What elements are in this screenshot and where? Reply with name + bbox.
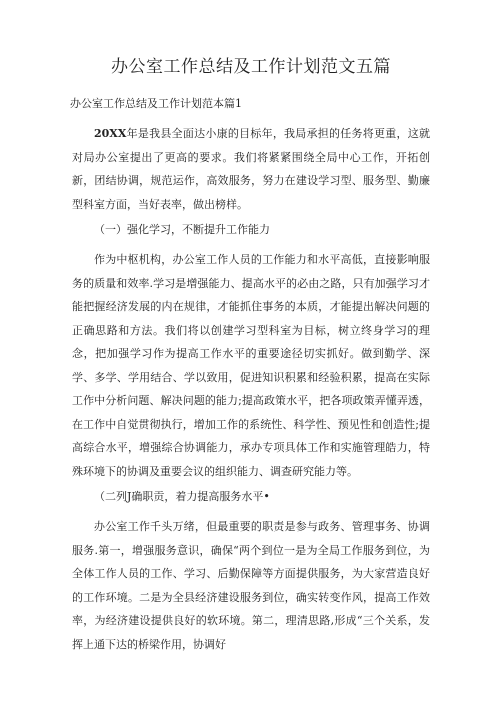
section-2-paragraph: 办公室工作千头万绪，但最重要的职责是参与政务、管理事务、协调服务.第一，增强服务意识，确保“两个到位一是为全局工作服务到位，为全体工作人员的工作、学习、后勤保障等方面提供服务，为大家营造良好的工作环境。二是为全县经济建设服务到位，确实转变作风，提高工作效率，为经济建设提供良好的软环境。第二，理清思路,形成“三个关系，发挥上通下达的桥梁作用，协调好 — [72, 520, 430, 651]
intro-text: 年是我县全面达小康的目标年，我局承担的任务将更重，这就对局办公室提出了更高的要求。我们将紧紧围绕全局中心工作，开拓创新，团结协调，规范运作，高效服务，努力在建设学习型、服务型、勤廉型科室方面，当好表率，做出榜样。 — [72, 127, 430, 211]
intro-paragraph — [72, 122, 430, 216]
section-1-heading: （一）强化学习，不断提升工作能力 — [94, 223, 270, 236]
document-subtitle: 办公室工作总结及工作计划范本篇1 — [70, 97, 242, 110]
intro-year: 20XX — [94, 127, 127, 140]
document-title: 办公室工作总结及工作计划范文五篇 — [111, 57, 391, 77]
section-1-paragraph: 作为中枢机构，办公室工作人员的工作能力和水平高低，直接影响服务的质量和效率.学习是增强能力、提高水平的必由之路，只有加强学习才能把握经济发展的内在规律，才能抓住事务的本质，才能提出解决问题的正确思路和方法。我们将以创建学习型科室为目标，树立终身学习的理念，把加强学习作为提高工作水平的重要途径切实抓好。做到勤学、深学、多学、学用结合、学以致用，促进知识积累和经验积累，提高在实际工作中分析问题、解决问题的能力;提高政策水平，把各项政策弄懂弄透，在工作中自觉贯彻执行，增加工作的系统性、科学性、预见性和创造性;提高综合水平，增强综合协调能力，承办专项具体工作和实施管理皓力，特殊环境下的协调及重要会议的组织能力、调查研究能力等。 — [72, 253, 430, 478]
section-2-heading: （二列J确职贡，着力提高服务水平• — [94, 490, 270, 503]
